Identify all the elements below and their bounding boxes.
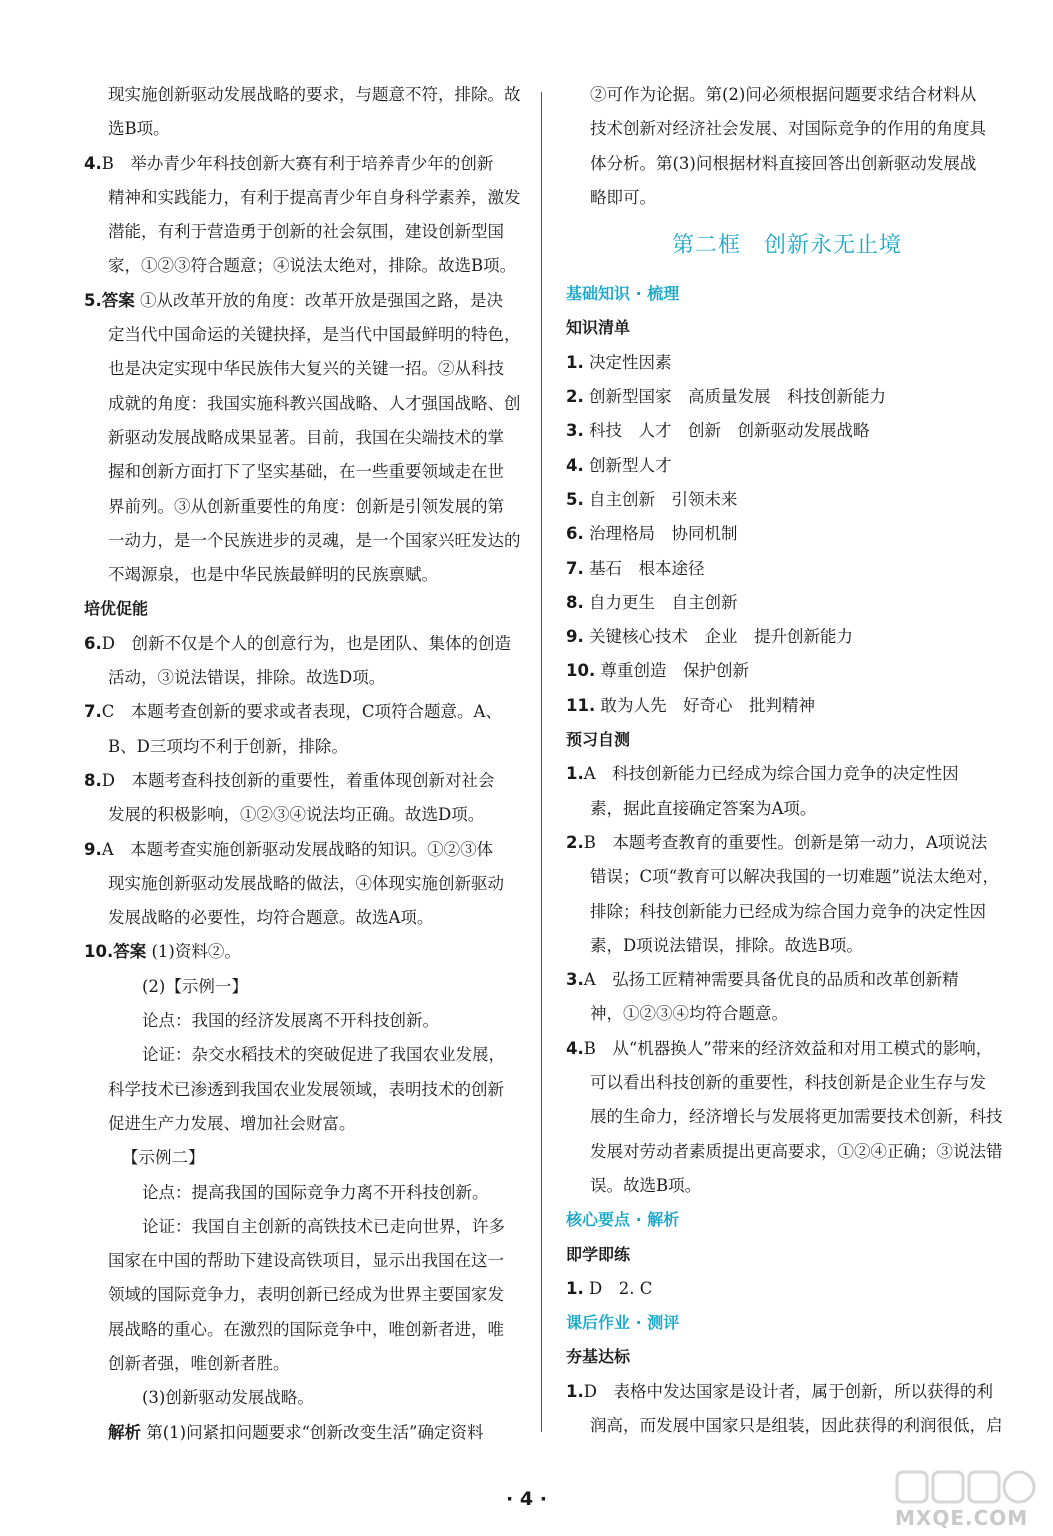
- line-text: C 本题考查创新的要求或者表现，C项符合题意。A、: [101, 702, 502, 722]
- right-column: [566, 78, 1008, 1443]
- answer-keyword: 答案: [113, 942, 147, 962]
- line-text: 即学即练: [566, 1244, 631, 1264]
- item-number: 8.: [84, 770, 102, 790]
- line-text: 创新型人才: [583, 455, 672, 475]
- text-line: [566, 181, 1008, 215]
- line-text: 第(1)问紧扣问题要求“创新改变生活”确定资料: [141, 1422, 484, 1442]
- text-line: [566, 552, 1008, 586]
- text-line: [84, 798, 524, 832]
- line-text: 论点：提高我国的国际竞争力离不开科技创新。: [142, 1182, 489, 1202]
- line-text: 握和创新方面打下了坚实基础，在一些重要领域走在世: [108, 462, 504, 482]
- text-line: [84, 215, 524, 249]
- line-text: 素，据此直接确定答案为A项。: [590, 798, 817, 818]
- line-text: 关键核心技术 企业 提升创新能力: [583, 627, 853, 647]
- text-line: [566, 1272, 1008, 1306]
- line-text: A 本题考查实施创新驱动发展战略的知识。①②③体: [101, 839, 494, 859]
- item-number: 5.: [84, 290, 102, 310]
- line-text: 润高，而发展中国家只是组装，因此获得的利润很低，启: [590, 1415, 1003, 1435]
- text-line: [84, 421, 524, 455]
- text-line: [84, 730, 524, 764]
- line-text: 创新型国家 高质量发展 科技创新能力: [583, 387, 886, 407]
- item-number: 2.: [566, 832, 584, 852]
- line-text: 现实施创新驱动发展战略的做法，④体现实施创新驱动: [108, 873, 504, 893]
- line-text: 选B项。: [108, 119, 170, 139]
- line-text: B 从“机器换人”带来的经济效益和对用工模式的影响，: [583, 1038, 993, 1058]
- answer-keyword: 答案: [101, 290, 135, 310]
- text-line: [84, 1347, 524, 1381]
- text-line: [566, 997, 1008, 1031]
- line-text: 排除；科技创新能力已经成为综合国力竞争的决定性因: [590, 901, 986, 921]
- line-text: 新驱动发展战略成果显著。目前，我国在尖端技术的掌: [108, 427, 504, 447]
- text-line: [566, 380, 1008, 414]
- line-text: 基础知识 · 梳理: [566, 284, 680, 304]
- watermark-logo: [891, 1468, 1041, 1530]
- text-line: [84, 112, 524, 146]
- line-text: 家，①②③符合题意；④说法太绝对，排除。故选B项。: [108, 256, 517, 276]
- column-divider: [541, 92, 542, 1432]
- text-line: [566, 620, 1008, 654]
- item-number: 1.: [566, 1278, 584, 1298]
- line-text: 发展的积极影响，①②③④说法均正确。故选D项。: [108, 805, 485, 825]
- text-line: [566, 1066, 1008, 1100]
- line-text: 夯基达标: [566, 1347, 631, 1367]
- text-line: [566, 826, 1008, 860]
- text-line: [566, 860, 1008, 894]
- line-text: D 创新不仅是个人的创意行为，也是团队、集体的创造: [101, 633, 511, 653]
- text-line: [84, 455, 524, 489]
- line-text: B、D三项均不利于创新，排除。: [108, 736, 348, 756]
- item-number: 9.: [84, 839, 102, 859]
- line-text: 论证：我国自主创新的高铁技术已走向世界，许多: [142, 1216, 505, 1236]
- line-text: D 表格中发达国家是设计者，属于创新，所以获得的利: [583, 1381, 993, 1401]
- watermark-icon: [891, 1468, 1041, 1508]
- line-text: 【示例二】: [122, 1148, 205, 1168]
- line-text: D 2. C: [583, 1278, 653, 1298]
- text-line: [84, 558, 524, 592]
- text-line: [84, 181, 524, 215]
- line-text: 可以看出科技创新的重要性，科技创新是企业生存与发: [590, 1073, 986, 1093]
- item-number: 4.: [84, 153, 102, 173]
- line-text: 领域的国际竞争力，表明创新已经成为世界主要国家发: [108, 1285, 504, 1305]
- line-text: 科技 人才 创新 创新驱动发展战略: [583, 421, 870, 441]
- text-line: [566, 449, 1008, 483]
- section-heading: [566, 1238, 1008, 1272]
- text-line: [84, 901, 524, 935]
- page-number: · 4 ·: [506, 1488, 547, 1510]
- text-line: [566, 483, 1008, 517]
- line-text: 界前列。③从创新重要性的角度：创新是引领发展的第: [108, 496, 504, 516]
- text-line: [84, 524, 524, 558]
- text-line: [566, 1409, 1008, 1443]
- item-number: 4.: [566, 455, 584, 475]
- section-heading: [84, 592, 524, 626]
- text-line: [566, 689, 1008, 723]
- line-text: (1)资料②。: [146, 942, 241, 962]
- line-text: 治理格局 协同机制: [583, 524, 738, 544]
- item-number: 7.: [566, 558, 584, 578]
- line-text: 略即可。: [590, 187, 656, 207]
- text-line: [84, 1107, 524, 1141]
- text-line: [84, 1210, 524, 1244]
- text-line: [566, 414, 1008, 448]
- line-text: 培优促能: [84, 599, 149, 619]
- section-heading: [566, 1340, 1008, 1374]
- line-text: 自力更生 自主创新: [583, 592, 738, 612]
- line-text: 预习自测: [566, 730, 631, 750]
- item-number: 5.: [566, 489, 584, 509]
- line-text: 国家在中国的帮助下建设高铁项目，显示出我国在这一: [108, 1251, 504, 1271]
- text-line: [566, 1135, 1008, 1169]
- answer-keyword: 解析: [108, 1422, 141, 1442]
- line-text: 决定性因素: [583, 352, 672, 372]
- item-number: 6.: [566, 524, 584, 544]
- text-line: [84, 1416, 524, 1450]
- text-line: [566, 586, 1008, 620]
- line-text: 技术创新对经济社会发展、对国际竞争的作用的角度具: [590, 119, 986, 139]
- line-text: 精神和实践能力，有利于提高青少年自身科学素养，激发: [108, 187, 521, 207]
- item-number: 8.: [566, 592, 584, 612]
- text-line: [84, 1038, 524, 1072]
- text-line: [84, 661, 524, 695]
- text-line: [84, 935, 524, 969]
- text-line: [566, 654, 1008, 688]
- section-heading: [566, 723, 1008, 757]
- text-line: [84, 352, 524, 386]
- line-text: (3)创新驱动发展战略。: [142, 1388, 314, 1408]
- item-number: 1.: [566, 352, 584, 372]
- text-line: [84, 1073, 524, 1107]
- line-text: 现实施创新驱动发展战略的要求，与题意不符，排除。故: [108, 85, 521, 104]
- line-text: 错误；C项“教育可以解决我国的一切难题”说法太绝对，: [590, 867, 999, 887]
- section-heading: [566, 277, 1008, 311]
- line-text: 活动，③说法错误，排除。故选D项。: [108, 668, 386, 688]
- text-line: [566, 895, 1008, 929]
- line-text: 成就的角度：我国实施科教兴国战略、人才强国战略、创: [108, 393, 521, 413]
- line-text: 敢为人先 好奇心 批判精神: [595, 695, 815, 715]
- item-number: 11.: [566, 695, 596, 715]
- item-number: 3.: [566, 421, 584, 441]
- item-number: 2.: [566, 387, 584, 407]
- text-line: [566, 929, 1008, 963]
- text-line: [84, 318, 524, 352]
- item-number: 4.: [566, 1038, 584, 1058]
- text-line: [84, 1278, 524, 1312]
- line-text: 课后作业 · 测评: [566, 1313, 680, 1333]
- line-text: 神，①②③④均符合题意。: [590, 1004, 788, 1024]
- section-heading: [566, 1203, 1008, 1237]
- item-number: 10.: [84, 942, 114, 962]
- line-text: 展战略的重心。在激烈的国际竞争中，唯创新者进，唯: [108, 1319, 504, 1339]
- item-number: 10.: [566, 661, 596, 681]
- line-text: 促进生产力发展、增加社会财富。: [108, 1113, 356, 1133]
- text-line: [566, 112, 1008, 146]
- item-number: 6.: [84, 633, 102, 653]
- text-line: [566, 1375, 1008, 1409]
- line-text: A 弘扬工匠精神需要具备优良的品质和改革创新精: [583, 970, 959, 990]
- text-line: [566, 792, 1008, 826]
- line-text: 误。故选B项。: [590, 1175, 702, 1195]
- text-line: [84, 764, 524, 798]
- text-line: [84, 867, 524, 901]
- line-text: 基石 根本途径: [583, 558, 705, 578]
- section-heading: [566, 1306, 1008, 1340]
- text-line: [84, 1313, 524, 1347]
- text-line: [84, 284, 524, 318]
- line-text: 不竭源泉，也是中华民族最鲜明的民族禀赋。: [108, 565, 438, 585]
- text-line: [84, 1244, 524, 1278]
- line-text: 定当代中国命运的关键抉择，是当代中国最鲜明的特色，: [108, 325, 521, 345]
- watermark-text: MXQE.COM: [895, 1506, 1029, 1530]
- text-line: [84, 387, 524, 421]
- line-text: B 举办青少年科技创新大赛有利于培养青少年的创新: [101, 153, 494, 173]
- line-text: 第二框 创新永无止境: [671, 233, 902, 259]
- text-line: [566, 963, 1008, 997]
- text-line: [84, 147, 524, 181]
- line-text: B 本题考查教育的重要性。创新是第一动力，A项说法: [583, 832, 988, 852]
- text-line: [566, 757, 1008, 791]
- text-line: [84, 490, 524, 524]
- text-line: [566, 1100, 1008, 1134]
- item-number: 1.: [566, 1381, 584, 1401]
- line-text: D 本题考查科技创新的重要性，着重体现创新对社会: [101, 770, 495, 790]
- line-text: 尊重创造 保护创新: [595, 661, 749, 681]
- line-text: (2)【示例一】: [142, 976, 248, 996]
- text-line: [566, 78, 1008, 112]
- line-text: 发展战略的必要性，均符合题意。故选A项。: [108, 908, 434, 928]
- line-text: 论证：杂交水稻技术的突破促进了我国农业发展，: [142, 1045, 505, 1065]
- line-text: 潜能，有利于营造勇于创新的社会氛围，建设创新型国: [108, 222, 504, 242]
- line-text: 体分析。第(3)问根据材料直接回答出创新驱动发展战: [590, 153, 977, 173]
- line-text: 自主创新 引领未来: [583, 489, 738, 509]
- text-line: [84, 627, 524, 661]
- text-line: [84, 1004, 524, 1038]
- text-line: [84, 1381, 524, 1415]
- line-text: ②可作为论据。第(2)问必须根据问题要求结合材料从: [590, 85, 977, 104]
- item-number: 1.: [566, 764, 584, 784]
- line-text: 展的生命力，经济增长与发展将更加需要技术创新，科技: [590, 1107, 1003, 1127]
- line-text: 发展对劳动者素质提出更高要求，①②④正确；③说法错: [590, 1141, 1003, 1161]
- text-line: [84, 695, 524, 729]
- line-text: 知识清单: [566, 318, 631, 338]
- text-line: [84, 833, 524, 867]
- text-line: [566, 517, 1008, 551]
- line-text: A 科技创新能力已经成为综合国力竞争的决定性因: [583, 764, 959, 784]
- text-line: [84, 1176, 524, 1210]
- line-text: 也是决定实现中华民族伟大复兴的关键一招。②从科技: [108, 359, 504, 379]
- text-line: [566, 1169, 1008, 1203]
- text-line: [566, 346, 1008, 380]
- left-column: [84, 78, 524, 1450]
- line-text: 创新者强，唯创新者胜。: [108, 1353, 290, 1373]
- line-text: 论点：我国的经济发展离不开科技创新。: [142, 1011, 439, 1031]
- text-line: [84, 970, 524, 1004]
- section-title: [566, 215, 1008, 277]
- line-text: 素，D项说法错误，排除。故选B项。: [590, 935, 863, 955]
- section-heading: [566, 311, 1008, 345]
- item-number: 7.: [84, 702, 102, 722]
- text-line: [566, 1032, 1008, 1066]
- line-text: 核心要点 · 解析: [566, 1210, 680, 1230]
- line-text: 科学技术已渗透到我国农业发展领域，表明技术的创新: [108, 1079, 504, 1099]
- line-text: ①从改革开放的角度：改革开放是强国之路，是决: [134, 290, 503, 310]
- item-number: 3.: [566, 970, 584, 990]
- item-number: 9.: [566, 627, 584, 647]
- text-line: [84, 1141, 524, 1175]
- text-line: [84, 78, 524, 112]
- line-text: 一动力，是一个民族进步的灵魂，是一个国家兴旺发达的: [108, 530, 521, 550]
- text-line: [84, 249, 524, 283]
- text-line: [566, 147, 1008, 181]
